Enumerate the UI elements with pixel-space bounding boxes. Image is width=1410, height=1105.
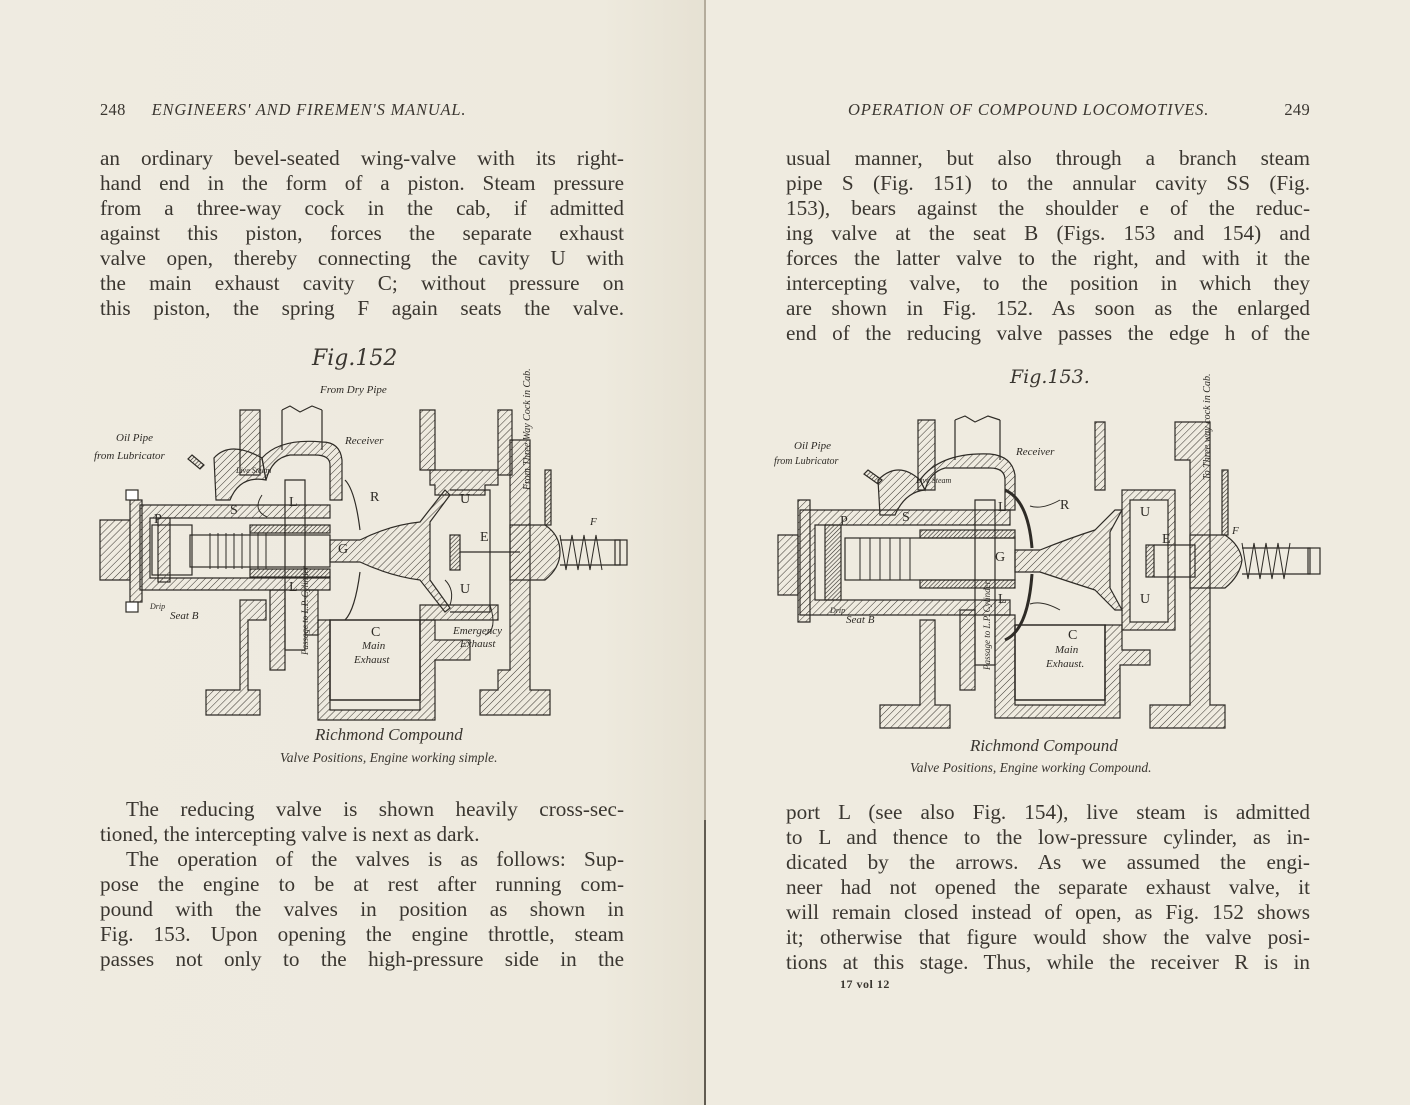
text-line: it; otherwise that figure would show the valve posi-	[786, 925, 1310, 949]
figure-caption-title: Richmond Compound	[315, 725, 463, 744]
label-e: E	[480, 530, 489, 545]
right-bottom-paragraph	[786, 800, 1310, 975]
label-receiver: Receiver	[1016, 446, 1055, 458]
label-g: G	[338, 542, 349, 557]
label-emergency-exhaust: Exhaust	[460, 638, 496, 650]
label-from-dry-pipe: From Dry Pipe	[320, 384, 387, 396]
text-line: Fig. 153. Upon opening the engine throttle, steam	[100, 922, 624, 946]
label-exhaust: Exhaust.	[1046, 658, 1085, 670]
label-oil-pipe: Oil Pipe	[116, 432, 153, 444]
figure-title: Fig.152	[312, 346, 398, 371]
label-seat-b: Seat B	[170, 610, 199, 622]
text-line: hand end in the form of a piston. Steam pressure	[100, 171, 624, 195]
label-l-bottom: L	[289, 580, 298, 595]
text-line: forces the latter valve to the right, and with it the	[786, 246, 1310, 270]
valve-cross-section-drawing	[90, 340, 650, 780]
right-top-paragraph	[786, 146, 1310, 346]
text-line: from a three-way cock in the cab, if admitted	[100, 196, 624, 220]
label-s: S	[902, 510, 910, 525]
label-receiver: Receiver	[345, 435, 384, 447]
text-line: pipe S (Fig. 151) to the annular cavity SS (Fig.	[786, 171, 1310, 195]
text-line: 153), bears against the shoulder e of the reduc-	[786, 196, 1310, 220]
text-line: an ordinary bevel-seated wing-valve with its right-	[100, 146, 624, 170]
label-u-top: U	[460, 492, 471, 507]
left-running-head	[100, 100, 560, 120]
label-p: P	[154, 512, 162, 527]
figure-caption-subtitle: Valve Positions, Engine working Compound.	[910, 760, 1152, 775]
text-line: are shown in Fig. 152. As soon as the enlarged	[786, 296, 1310, 320]
text-line: the main exhaust cavity C; without pressure on	[100, 271, 624, 295]
label-passage: Passage to L.P. Cylinder	[982, 580, 992, 670]
label-c: C	[371, 625, 381, 640]
label-g: G	[995, 550, 1006, 565]
left-top-paragraph	[100, 146, 624, 321]
running-head-title-right: OPERATION OF COMPOUND LOCOMOTIVES.	[848, 100, 1210, 119]
text-line: intercepting valve, to the position in which they	[786, 271, 1310, 295]
text-line: ing valve at the seat B (Figs. 153 and 154) and	[786, 221, 1310, 245]
text-line: tioned, the intercepting valve is next as dark.	[100, 822, 480, 846]
text-line: end of the reducing valve passes the edge h of the	[786, 321, 1310, 345]
label-from-three-way-cock: From Three Way Cock in Cab.	[522, 368, 533, 490]
signature-mark: 17 vol 12	[840, 977, 890, 991]
figure-title: Fig.153.	[1010, 366, 1090, 388]
label-main: Main	[362, 640, 386, 652]
text-line: pose the engine to be at rest after running com-	[100, 872, 624, 896]
text-line: dicated by the arrows. As we assumed the engi-	[786, 850, 1310, 874]
label-from-lubricator: from Lubricator	[94, 450, 165, 462]
text-line: port L (see also Fig. 154), live steam is admitted	[786, 800, 1310, 824]
figure-caption-title: Richmond Compound	[970, 736, 1118, 755]
figure-caption-subtitle: Valve Positions, Engine working simple.	[280, 750, 498, 765]
left-bottom-paragraph	[100, 797, 624, 972]
label-seat-b: Seat B	[846, 614, 875, 626]
label-u-bottom: U	[1140, 592, 1151, 607]
label-l-bottom: L	[998, 592, 1007, 607]
label-live-steam: Live Steam	[916, 476, 952, 485]
label-drip: Drip	[150, 602, 166, 611]
label-r: R	[370, 490, 380, 505]
label-oil-pipe: Oil Pipe	[794, 440, 831, 452]
label-exhaust: Exhaust	[354, 654, 390, 666]
page-number-right: 249	[1284, 100, 1310, 119]
text-line: usual manner, but also through a branch steam	[786, 146, 1310, 170]
right-running-head	[848, 100, 1310, 120]
label-f: F	[1232, 525, 1239, 537]
page-number-left: 248	[100, 100, 126, 119]
running-head-title-left: ENGINEERS' AND FIREMEN'S MANUAL.	[151, 100, 467, 119]
text-line: neer had not opened the separate exhaust valve, it	[786, 875, 1310, 899]
label-passage: Passage to L.P. Cylinder	[300, 565, 310, 655]
label-p: P	[840, 514, 848, 529]
text-line: The reducing valve is shown heavily cross-sec-	[126, 797, 624, 821]
label-u-top: U	[1140, 505, 1151, 520]
figure-153	[770, 360, 1340, 780]
label-from-lubricator: from Lubricator	[774, 456, 839, 467]
label-l-top: L	[998, 500, 1007, 515]
text-line: passes not only to the high-pressure side in the	[100, 947, 624, 971]
label-f: F	[590, 516, 597, 528]
text-line: The operation of the valves is as follows: Sup-	[126, 847, 624, 871]
figure-152	[90, 340, 650, 780]
text-line: tions at this stage. Thus, while the receiver R is in	[786, 950, 1310, 974]
label-u-bottom: U	[460, 582, 471, 597]
text-line: this piston, the spring F again seats the valve.	[100, 296, 624, 320]
text-line: will remain closed instead of open, as Fig. 152 shows	[786, 900, 1310, 924]
text-line: to L and thence to the low-pressure cylinder, as in-	[786, 825, 1310, 849]
label-drip: Drip	[830, 606, 846, 615]
text-line: pound with the valves in position as shown in	[100, 897, 624, 921]
text-line: against this piston, forces the separate exhaust	[100, 221, 624, 245]
label-to-three-way-cock: To Three way cock in Cab.	[1202, 373, 1213, 480]
label-s: S	[230, 503, 238, 518]
label-l-top: L	[289, 495, 298, 510]
label-c: C	[1068, 628, 1078, 643]
label-live-steam: Live Steam	[236, 466, 272, 475]
text-line: valve open, thereby connecting the cavity U with	[100, 246, 624, 270]
label-main: Main	[1055, 644, 1079, 656]
valve-cross-section-drawing	[770, 360, 1340, 780]
label-e: E	[1162, 532, 1171, 547]
label-r: R	[1060, 498, 1070, 513]
label-emergency: Emergency	[453, 625, 503, 637]
